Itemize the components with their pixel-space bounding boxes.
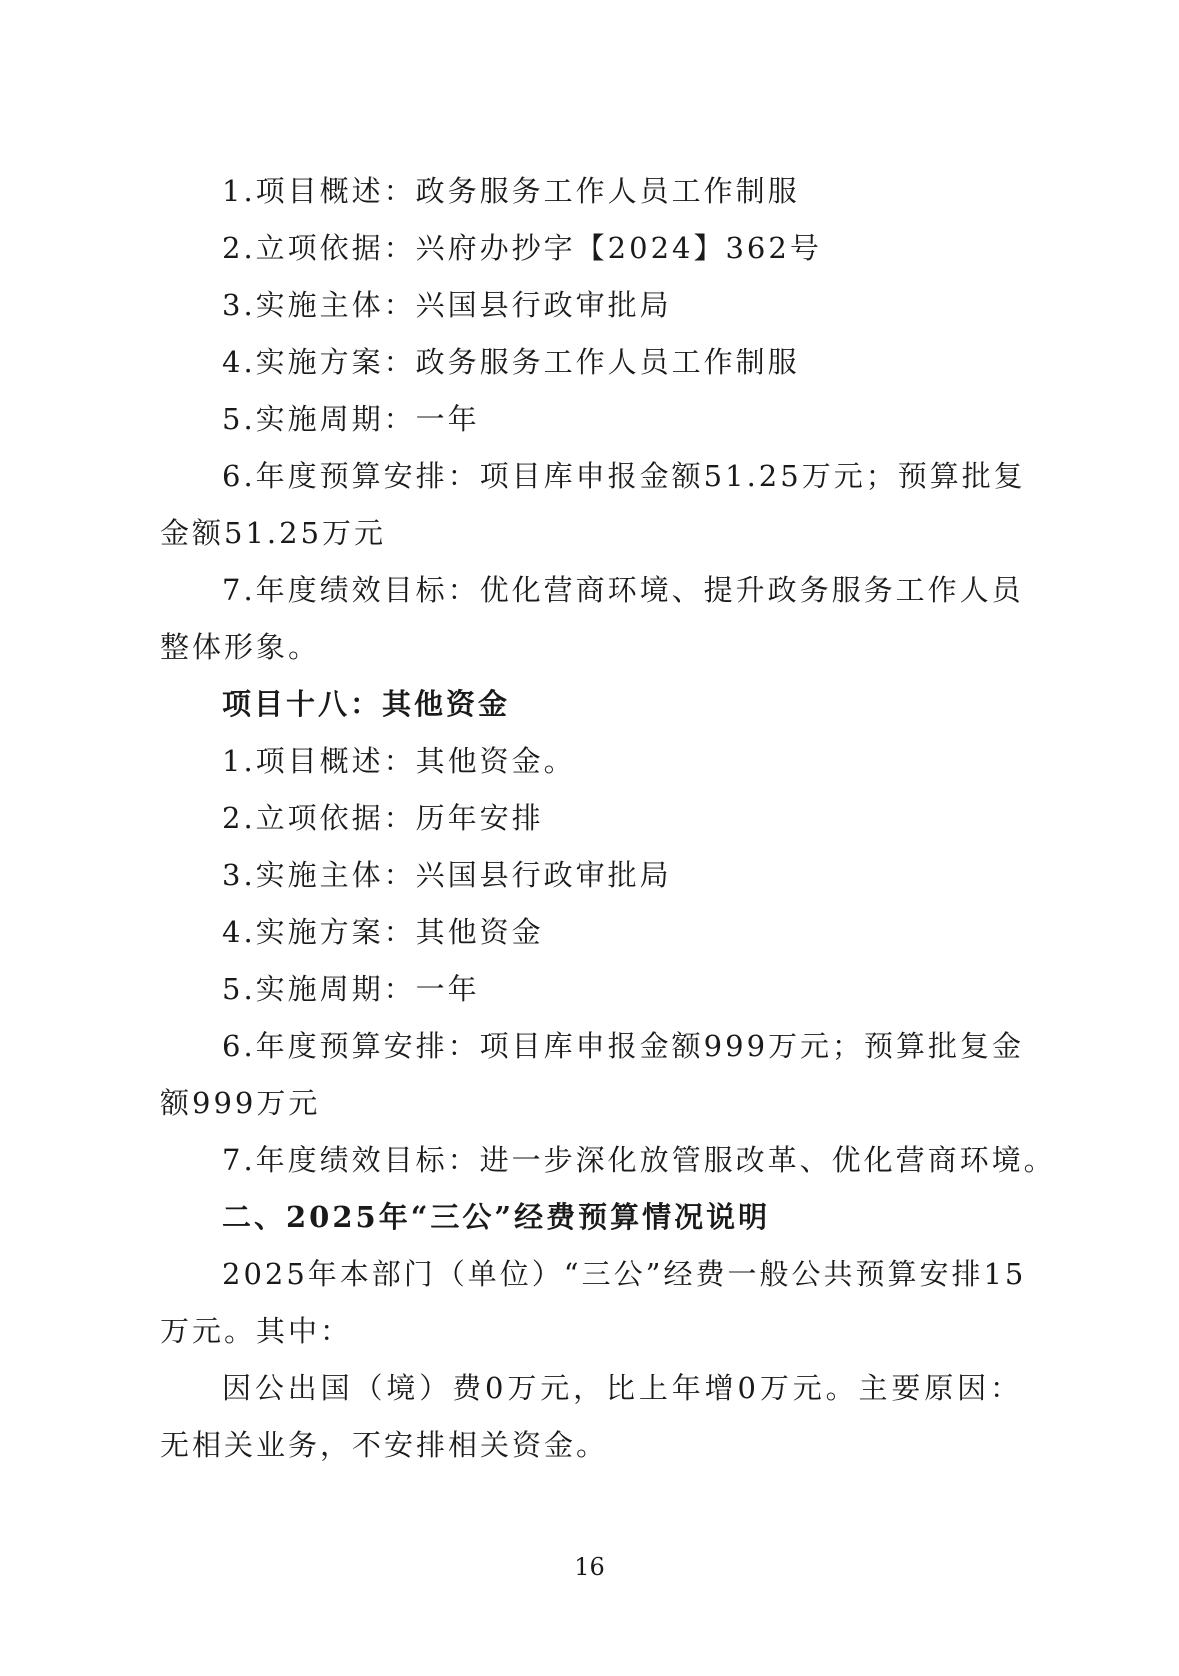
project18-plan: 4.实施方案：其他资金 — [222, 915, 544, 949]
project17-goal-line2: 整体形象。 — [160, 630, 321, 664]
project17-budget-line1: 6.年度预算安排：项目库申报金额51.25万元；预算批复 — [222, 459, 1026, 493]
project18-basis: 2.立项依据：历年安排 — [222, 801, 544, 835]
project18-goal: 7.年度绩效目标：进一步深化放管服改革、优化营商环境。 — [222, 1143, 1056, 1177]
project18-budget-line2: 额999万元 — [160, 1086, 321, 1120]
project17-basis: 2.立项依据：兴府办抄字【2024】362号 — [222, 231, 822, 265]
project18-entity: 3.实施主体：兴国县行政审批局 — [222, 858, 672, 892]
project17-plan: 4.实施方案：政务服务工作人员工作制服 — [222, 345, 800, 379]
project17-period: 5.实施周期：一年 — [222, 402, 480, 436]
project18-overview: 1.项目概述：其他资金。 — [222, 744, 576, 778]
section2-heading: 二、2025年“三公”经费预算情况说明 — [222, 1200, 771, 1234]
project17-budget-line2: 金额51.25万元 — [160, 516, 387, 550]
project17-entity: 3.实施主体：兴国县行政审批局 — [222, 288, 672, 322]
section2-paragraph1-line2: 万元。其中： — [160, 1314, 353, 1348]
page-number: 16 — [574, 1553, 605, 1581]
project18-heading: 项目十八：其他资金 — [222, 687, 511, 721]
project17-overview: 1.项目概述：政务服务工作人员工作制服 — [222, 174, 800, 208]
section2-paragraph2-line1: 因公出国（境）费0万元，比上年增0万元。主要原因： — [222, 1371, 1022, 1405]
project18-period: 5.实施周期：一年 — [222, 972, 480, 1006]
page-content — [160, 163, 1056, 1474]
section2-paragraph1-line1: 2025年本部门（单位）“三公”经费一般公共预算安排15 — [222, 1257, 1027, 1291]
section2-paragraph2-line2: 无相关业务，不安排相关资金。 — [160, 1428, 609, 1462]
project18-budget-line1: 6.年度预算安排：项目库申报金额999万元；预算批复金 — [222, 1029, 1025, 1063]
project17-goal-line1: 7.年度绩效目标：优化营商环境、提升政务服务工作人员 — [222, 573, 1024, 607]
